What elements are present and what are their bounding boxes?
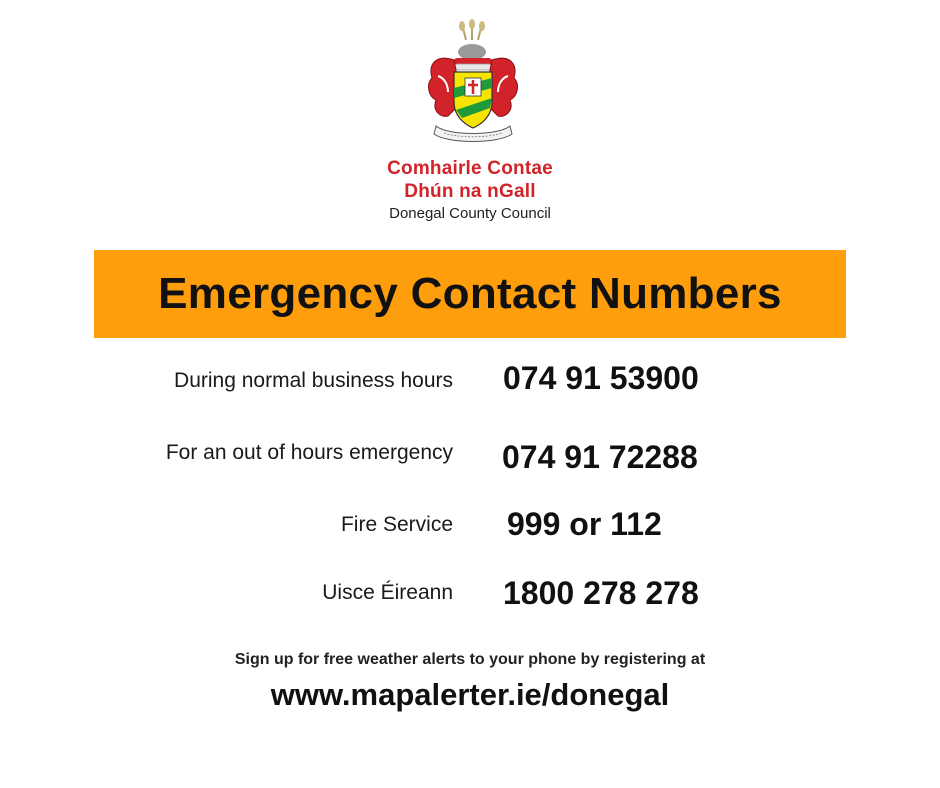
signup-instructions: Sign up for free weather alerts to your phone by registering at [234,651,706,668]
signup-url-link[interactable]: www.mapalerter.ie/donegal [270,677,670,712]
contact-number-uisce-eireann: 1800 278 278 [503,575,699,611]
council-crest-icon [418,18,528,148]
page-title: Emergency Contact Numbers [158,269,782,318]
title-banner [94,250,846,338]
contact-label-business-hours: During normal business hours [174,369,453,392]
contact-label-fire-service: Fire Service [340,513,453,536]
council-irish-name-line2: Dhún na nGall [404,181,536,202]
contact-label-uisce-eireann: Uisce Éireann [322,581,453,604]
council-english-name: Donegal County Council [389,205,551,222]
contact-number-fire-service: 999 or 112 [507,506,662,542]
contact-number-out-of-hours: 074 91 72288 [502,439,698,475]
contact-number-business-hours: 074 91 53900 [503,360,699,396]
contact-label-out-of-hours: For an out of hours emergency [165,441,453,464]
council-irish-name-line1: Comhairle Contae [387,158,553,179]
